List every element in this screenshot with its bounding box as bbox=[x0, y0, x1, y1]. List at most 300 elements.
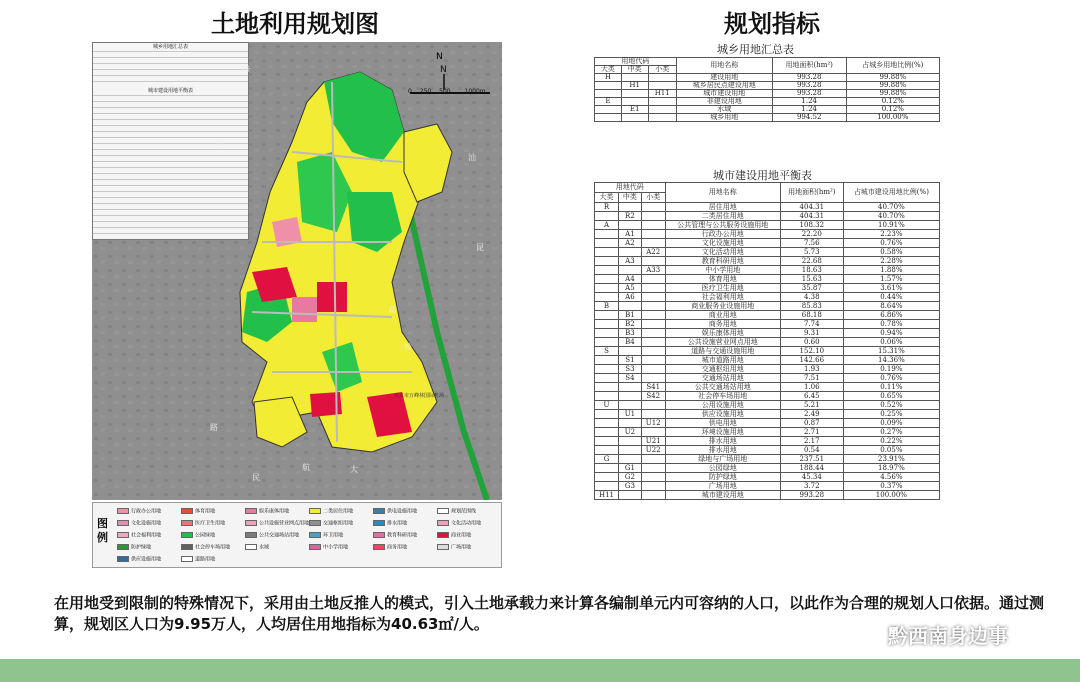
cell-ratio: 8.64% bbox=[843, 302, 939, 311]
cell-medium: B3 bbox=[619, 329, 642, 338]
table-row bbox=[595, 410, 940, 419]
cell-area: 152.10 bbox=[780, 347, 843, 356]
place-label: 山 bbox=[216, 139, 224, 148]
place-label: 铁 bbox=[404, 343, 412, 352]
col-name: 用地名称 bbox=[665, 183, 780, 203]
table-row bbox=[595, 419, 940, 428]
legend-item bbox=[181, 508, 215, 515]
cell-major bbox=[595, 275, 619, 284]
cell-name: 防护绿地 bbox=[665, 473, 780, 482]
legend-swatch bbox=[245, 508, 257, 514]
cell-name: 医疗卫生用地 bbox=[665, 284, 780, 293]
legend-swatch bbox=[245, 532, 257, 538]
legend-item bbox=[245, 508, 289, 515]
legend-swatch bbox=[309, 520, 321, 526]
legend-label: 交通枢纽用地 bbox=[323, 520, 354, 527]
cell-major bbox=[595, 248, 619, 257]
cell-medium: A1 bbox=[619, 230, 642, 239]
cell-ratio: 6.86% bbox=[843, 311, 939, 320]
legend-swatch bbox=[117, 544, 129, 550]
cell-area: 188.44 bbox=[780, 464, 843, 473]
legend-swatch bbox=[373, 508, 385, 514]
legend-swatch bbox=[437, 508, 449, 514]
legend-swatch bbox=[181, 544, 193, 550]
col-medium: 中类 bbox=[619, 193, 642, 203]
cell-major: H11 bbox=[595, 491, 619, 500]
cell-medium bbox=[619, 302, 642, 311]
table-row bbox=[595, 266, 940, 275]
cell-ratio: 100.00% bbox=[846, 114, 939, 122]
cell-name: 文化活动用地 bbox=[665, 248, 780, 257]
legend-item bbox=[437, 520, 481, 527]
cell-name: 二类居住用地 bbox=[665, 212, 780, 221]
cell-minor: U12 bbox=[641, 419, 665, 428]
legend-swatch bbox=[373, 520, 385, 526]
indicators-title: 规划指标 bbox=[724, 10, 820, 38]
cell-ratio: 0.44% bbox=[843, 293, 939, 302]
legend-item bbox=[437, 544, 471, 551]
table-row bbox=[595, 203, 940, 212]
legend-label: 文化活动用地 bbox=[451, 520, 482, 527]
cell-name: 社会福利用地 bbox=[665, 293, 780, 302]
cell-medium bbox=[619, 419, 642, 428]
cell-major bbox=[595, 428, 619, 437]
cell-minor bbox=[648, 98, 676, 106]
legend-item bbox=[437, 532, 471, 539]
legend-item bbox=[245, 520, 309, 527]
table-row bbox=[595, 446, 940, 455]
cell-minor bbox=[641, 356, 665, 365]
cell-medium: E1 bbox=[621, 106, 648, 114]
cell-name: 排水用地 bbox=[665, 446, 780, 455]
legend-label: 水域 bbox=[259, 544, 270, 551]
cell-ratio: 10.91% bbox=[843, 221, 939, 230]
north-label: N bbox=[436, 52, 443, 62]
table-row bbox=[595, 212, 940, 221]
cell-major bbox=[595, 230, 619, 239]
cell-name: 城乡居民点建设用地 bbox=[676, 82, 772, 90]
cell-area: 3.72 bbox=[780, 482, 843, 491]
cell-name: 城市道路用地 bbox=[665, 356, 780, 365]
table-row bbox=[595, 329, 940, 338]
cell-minor: H11 bbox=[648, 90, 676, 98]
cell-major bbox=[595, 338, 619, 347]
cell-area: 22.68 bbox=[780, 257, 843, 266]
cell-major bbox=[595, 464, 619, 473]
cell-major bbox=[595, 437, 619, 446]
cell-ratio: 40.70% bbox=[843, 212, 939, 221]
cell-area: 993.28 bbox=[772, 74, 846, 82]
cell-ratio: 15.31% bbox=[843, 347, 939, 356]
table-row bbox=[595, 455, 940, 464]
cell-minor bbox=[648, 74, 676, 82]
legend-label: 排水用地 bbox=[387, 520, 408, 527]
cell-name: 社会停车场用地 bbox=[665, 392, 780, 401]
table-row bbox=[595, 383, 940, 392]
col-ratio: 占城市建设用地比例(%) bbox=[843, 183, 939, 203]
scale-label: 500 bbox=[439, 88, 451, 95]
scale-label: 0 bbox=[408, 88, 412, 95]
cell-medium bbox=[619, 221, 642, 230]
cell-ratio: 0.78% bbox=[843, 320, 939, 329]
legend-head: 图例 bbox=[97, 517, 108, 544]
legend-swatch bbox=[117, 520, 129, 526]
cell-ratio: 0.37% bbox=[843, 482, 939, 491]
cell-name: 交通枢纽用地 bbox=[665, 365, 780, 374]
cell-major bbox=[595, 257, 619, 266]
cell-name: 娱乐康体用地 bbox=[665, 329, 780, 338]
cell-ratio: 0.11% bbox=[843, 383, 939, 392]
cell-major bbox=[595, 374, 619, 383]
legend-label: 供应设施用地 bbox=[131, 556, 162, 563]
table-row bbox=[595, 464, 940, 473]
scale-label: 250 bbox=[419, 88, 432, 95]
cell-minor bbox=[641, 293, 665, 302]
cell-medium bbox=[619, 455, 642, 464]
watermark bbox=[858, 620, 1008, 649]
cell-major bbox=[595, 473, 619, 482]
legend-item bbox=[373, 532, 417, 539]
cell-major: A bbox=[595, 221, 619, 230]
legend-label: 公园绿地 bbox=[195, 532, 216, 539]
cell-major bbox=[595, 106, 622, 114]
cell-medium: G3 bbox=[619, 482, 642, 491]
cell-minor bbox=[641, 428, 665, 437]
cell-area: 0.87 bbox=[780, 419, 843, 428]
cell-area: 22.20 bbox=[780, 230, 843, 239]
cell-name: 水域 bbox=[676, 106, 772, 114]
cell-area: 993.28 bbox=[772, 82, 846, 90]
legend-label: 防护绿地 bbox=[131, 544, 152, 551]
cell-major: G bbox=[595, 455, 619, 464]
cell-ratio: 0.76% bbox=[843, 374, 939, 383]
cell-area: 108.32 bbox=[780, 221, 843, 230]
cell-area: 1.93 bbox=[780, 365, 843, 374]
cell-name: 城市建设用地 bbox=[665, 491, 780, 500]
legend-swatch bbox=[181, 508, 193, 514]
legend-item bbox=[437, 508, 476, 515]
table-row bbox=[595, 114, 940, 122]
cell-name: 建设用地 bbox=[676, 74, 772, 82]
cell-medium: A3 bbox=[619, 257, 642, 266]
legend-item bbox=[373, 508, 417, 515]
cell-area: 0.54 bbox=[780, 446, 843, 455]
cell-name: 公共交通场站用地 bbox=[665, 383, 780, 392]
table-row bbox=[595, 302, 940, 311]
cell-area: 1.06 bbox=[780, 383, 843, 392]
legend-swatch bbox=[181, 556, 193, 562]
cell-minor: S42 bbox=[641, 392, 665, 401]
cell-ratio: 0.22% bbox=[843, 437, 939, 446]
cell-name: 环境设施用地 bbox=[665, 428, 780, 437]
mini-table-title-1: 城乡用地汇总表 bbox=[152, 44, 188, 50]
cell-ratio: 0.19% bbox=[843, 365, 939, 374]
airport-label: 兴义市万峰林国际机场 bbox=[394, 393, 445, 399]
legend-swatch bbox=[245, 544, 257, 550]
cell-ratio: 0.52% bbox=[843, 401, 939, 410]
legend-swatch bbox=[373, 532, 385, 538]
legend-label: 公共设施营业网点用地 bbox=[259, 520, 310, 527]
col-major: 大类 bbox=[595, 66, 622, 74]
legend-label: 文化设施用地 bbox=[131, 520, 162, 527]
cell-minor: A22 bbox=[641, 248, 665, 257]
cell-ratio: 2.23% bbox=[843, 230, 939, 239]
table-row bbox=[595, 374, 940, 383]
cell-medium bbox=[619, 383, 642, 392]
table-row bbox=[595, 311, 940, 320]
table-row bbox=[595, 221, 940, 230]
wechat-icon bbox=[858, 628, 882, 648]
cell-medium: A5 bbox=[619, 284, 642, 293]
cell-medium: B2 bbox=[619, 320, 642, 329]
cell-ratio: 4.56% bbox=[843, 473, 939, 482]
place-label: 峰 bbox=[242, 65, 250, 74]
cell-major bbox=[595, 419, 619, 428]
legend-item bbox=[117, 556, 161, 563]
cell-name: 体育用地 bbox=[665, 275, 780, 284]
col-code: 用地代码 bbox=[595, 183, 666, 193]
table-row bbox=[595, 437, 940, 446]
cell-minor bbox=[641, 473, 665, 482]
cell-major bbox=[595, 82, 622, 90]
legend-label: 二类居住用地 bbox=[323, 508, 354, 515]
cell-minor bbox=[641, 491, 665, 500]
urban-rural-land-table bbox=[594, 57, 940, 122]
legend-label: 商务用地 bbox=[387, 544, 408, 551]
cell-medium: A4 bbox=[619, 275, 642, 284]
cell-medium bbox=[619, 392, 642, 401]
cell-ratio: 2.28% bbox=[843, 257, 939, 266]
cell-medium: G2 bbox=[619, 473, 642, 482]
legend-item bbox=[117, 532, 161, 539]
cell-area: 85.83 bbox=[780, 302, 843, 311]
cell-medium: U1 bbox=[619, 410, 642, 419]
cell-major bbox=[595, 410, 619, 419]
cell-ratio: 99.88% bbox=[846, 74, 939, 82]
cell-medium bbox=[619, 347, 642, 356]
cell-major bbox=[595, 212, 619, 221]
cell-name: 交通场站用地 bbox=[665, 374, 780, 383]
cell-minor bbox=[641, 347, 665, 356]
table-row bbox=[595, 491, 940, 500]
legend-item bbox=[245, 544, 269, 551]
map-title: 土地利用规划图 bbox=[211, 10, 379, 38]
legend-item bbox=[117, 520, 161, 527]
cell-minor bbox=[641, 284, 665, 293]
cell-medium bbox=[619, 437, 642, 446]
place-label: 高 bbox=[388, 305, 396, 314]
place-label: 昆 bbox=[476, 243, 484, 252]
cell-area: 68.18 bbox=[780, 311, 843, 320]
cell-area: 6.45 bbox=[780, 392, 843, 401]
cell-area: 7.51 bbox=[780, 374, 843, 383]
cell-area: 2.71 bbox=[780, 428, 843, 437]
cell-medium: A6 bbox=[619, 293, 642, 302]
cell-ratio: 0.06% bbox=[843, 338, 939, 347]
table-row bbox=[595, 356, 940, 365]
cell-medium bbox=[619, 401, 642, 410]
table-row bbox=[595, 239, 940, 248]
cell-name: 公共管理与公共服务设施用地 bbox=[665, 221, 780, 230]
col-name: 用地名称 bbox=[676, 58, 772, 74]
table-row bbox=[595, 428, 940, 437]
cell-medium bbox=[619, 248, 642, 257]
legend-label: 供电设施用地 bbox=[387, 508, 418, 515]
legend-swatch bbox=[373, 544, 385, 550]
cell-name: 居住用地 bbox=[665, 203, 780, 212]
cell-major bbox=[595, 114, 622, 122]
legend-label: 公共交通场站用地 bbox=[259, 532, 300, 539]
col-area: 用地面积(hm²) bbox=[780, 183, 843, 203]
cell-area: 1.24 bbox=[772, 106, 846, 114]
cell-area: 5.21 bbox=[780, 401, 843, 410]
legend-swatch bbox=[309, 508, 321, 514]
legend-swatch bbox=[309, 532, 321, 538]
cell-area: 142.66 bbox=[780, 356, 843, 365]
map-legend bbox=[92, 502, 502, 568]
cell-minor bbox=[641, 221, 665, 230]
col-major: 大类 bbox=[595, 193, 619, 203]
table-row bbox=[595, 320, 940, 329]
legend-label: 规划范围线 bbox=[451, 508, 477, 515]
cell-name: 城乡用地 bbox=[676, 114, 772, 122]
legend-swatch bbox=[117, 532, 129, 538]
cell-name: 公园绿地 bbox=[665, 464, 780, 473]
land-use-map bbox=[92, 42, 502, 500]
cell-name: 行政办公用地 bbox=[665, 230, 780, 239]
cell-minor bbox=[641, 257, 665, 266]
cell-minor bbox=[641, 338, 665, 347]
cell-ratio: 99.88% bbox=[846, 82, 939, 90]
cell-minor bbox=[641, 329, 665, 338]
legend-item bbox=[245, 532, 299, 539]
place-label: 航 bbox=[302, 463, 310, 472]
scale-bar bbox=[408, 88, 486, 95]
legend-label: 社会福利用地 bbox=[131, 532, 162, 539]
cell-name: 商务用地 bbox=[665, 320, 780, 329]
cell-area: 237.51 bbox=[780, 455, 843, 464]
cell-minor bbox=[641, 320, 665, 329]
cell-minor bbox=[641, 455, 665, 464]
legend-swatch bbox=[437, 532, 449, 538]
cell-name: 商业服务业设施用地 bbox=[665, 302, 780, 311]
cell-medium: S3 bbox=[619, 365, 642, 374]
cell-medium: H1 bbox=[621, 82, 648, 90]
cell-ratio: 1.57% bbox=[843, 275, 939, 284]
cell-major: B bbox=[595, 302, 619, 311]
cell-medium: B4 bbox=[619, 338, 642, 347]
cell-minor bbox=[648, 114, 676, 122]
cell-name: 道路与交通设施用地 bbox=[665, 347, 780, 356]
cell-area: 35.87 bbox=[780, 284, 843, 293]
col-minor: 小类 bbox=[641, 193, 665, 203]
cell-major bbox=[595, 239, 619, 248]
cell-name: 公用设施用地 bbox=[665, 401, 780, 410]
cell-minor bbox=[641, 239, 665, 248]
legend-label: 社会停车场用地 bbox=[195, 544, 231, 551]
cell-area: 0.60 bbox=[780, 338, 843, 347]
col-area: 用地面积(hm²) bbox=[772, 58, 846, 74]
cell-ratio: 1.88% bbox=[843, 266, 939, 275]
cell-medium bbox=[619, 203, 642, 212]
cell-major bbox=[595, 329, 619, 338]
cell-major: U bbox=[595, 401, 619, 410]
cell-minor bbox=[641, 464, 665, 473]
cell-ratio: 0.76% bbox=[843, 239, 939, 248]
cell-medium bbox=[619, 491, 642, 500]
legend-item bbox=[181, 532, 215, 539]
cell-area: 9.31 bbox=[780, 329, 843, 338]
legend-label: 娱乐康体用地 bbox=[259, 508, 290, 515]
legend-swatch bbox=[117, 556, 129, 562]
col-ratio: 占城乡用地比例(%) bbox=[846, 58, 939, 74]
legend-item bbox=[373, 544, 407, 551]
legend-item bbox=[309, 508, 353, 515]
legend-label: 医疗卫生用地 bbox=[195, 520, 226, 527]
cell-name: 广场用地 bbox=[665, 482, 780, 491]
legend-item bbox=[309, 544, 348, 551]
cell-name: 公共设施营业网点用地 bbox=[665, 338, 780, 347]
cell-medium bbox=[619, 446, 642, 455]
legend-item bbox=[117, 544, 151, 551]
legend-swatch bbox=[437, 544, 449, 550]
cell-minor bbox=[648, 106, 676, 114]
cell-ratio: 0.12% bbox=[846, 98, 939, 106]
legend-label: 道路用地 bbox=[195, 556, 216, 563]
cell-ratio: 100.00% bbox=[843, 491, 939, 500]
table-row bbox=[595, 230, 940, 239]
scale-label: 1000m bbox=[464, 88, 486, 95]
cell-major: S bbox=[595, 347, 619, 356]
cell-medium: S1 bbox=[619, 356, 642, 365]
cell-area: 18.63 bbox=[780, 266, 843, 275]
legend-label: 广场用地 bbox=[451, 544, 472, 551]
cell-minor: A33 bbox=[641, 266, 665, 275]
legend-swatch bbox=[117, 508, 129, 514]
cell-major bbox=[595, 311, 619, 320]
cell-ratio: 0.05% bbox=[843, 446, 939, 455]
legend-item bbox=[181, 556, 215, 563]
cell-medium bbox=[619, 266, 642, 275]
cell-name: 文化设施用地 bbox=[665, 239, 780, 248]
cell-ratio: 18.97% bbox=[843, 464, 939, 473]
cell-major bbox=[595, 482, 619, 491]
place-label: 汕 bbox=[468, 153, 476, 162]
cell-major: R bbox=[595, 203, 619, 212]
cell-minor bbox=[641, 230, 665, 239]
legend-swatch bbox=[181, 520, 193, 526]
cell-major: H bbox=[595, 74, 622, 82]
cell-medium: S4 bbox=[619, 374, 642, 383]
cell-major bbox=[595, 392, 619, 401]
cell-area: 1.24 bbox=[772, 98, 846, 106]
cell-ratio: 0.94% bbox=[843, 329, 939, 338]
cell-major bbox=[595, 383, 619, 392]
legend-label: 中小学用地 bbox=[323, 544, 349, 551]
cell-area: 2.17 bbox=[780, 437, 843, 446]
cell-ratio: 0.27% bbox=[843, 428, 939, 437]
cell-name: 非建设用地 bbox=[676, 98, 772, 106]
legend-label: 行政办公用地 bbox=[131, 508, 162, 515]
cell-ratio: 0.58% bbox=[843, 248, 939, 257]
table-row bbox=[595, 293, 940, 302]
cell-minor: S41 bbox=[641, 383, 665, 392]
cell-major bbox=[595, 293, 619, 302]
cell-name: 中小学用地 bbox=[665, 266, 780, 275]
cell-ratio: 0.25% bbox=[843, 410, 939, 419]
legend-label: 环卫用地 bbox=[323, 532, 344, 539]
legend-item bbox=[309, 520, 353, 527]
